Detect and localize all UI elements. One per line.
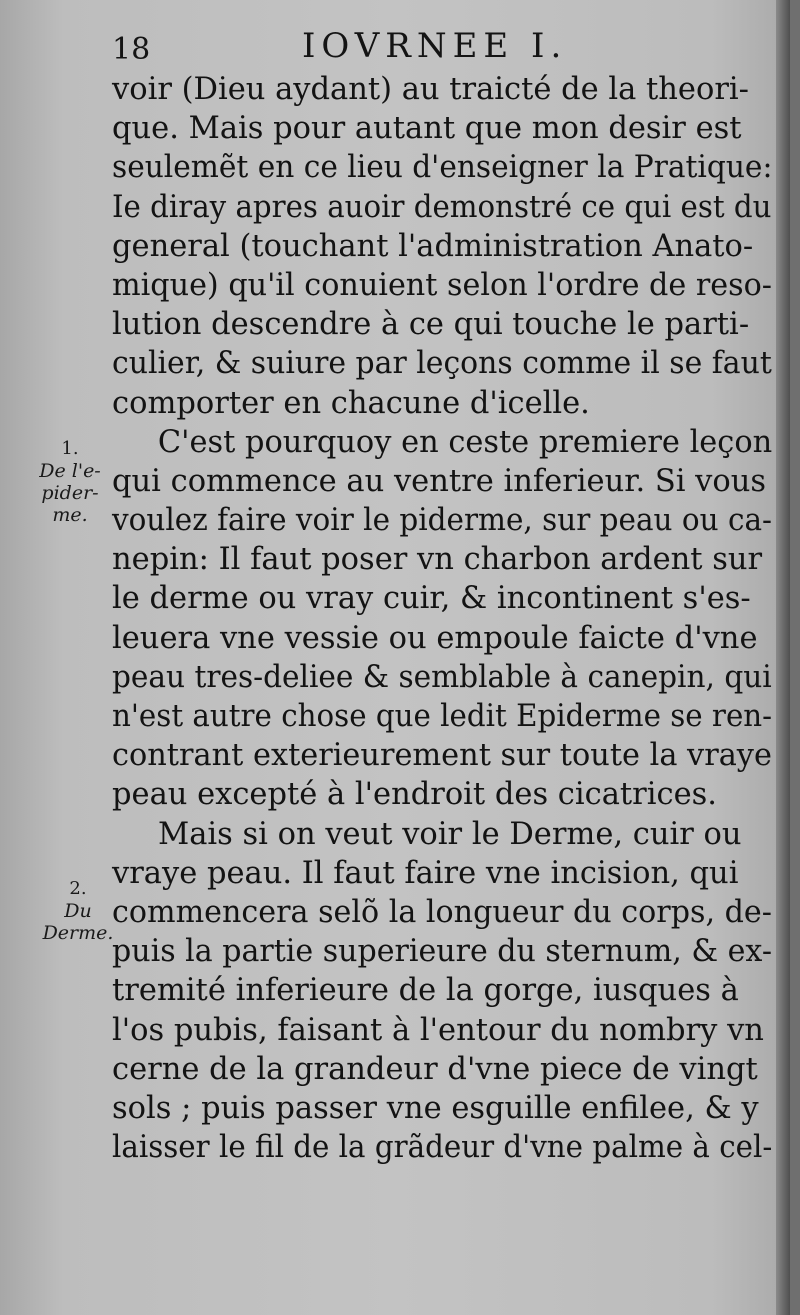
- text-line: C'est pourquoy en ceste premiere leçon: [157, 424, 773, 460]
- text-line: lution descendre à ce qui touche le parti-: [112, 307, 750, 343]
- margin-note-line: De l'e-: [39, 460, 101, 482]
- text-line: comporter en chacune d'icelle.: [112, 385, 590, 421]
- page-header: [112, 22, 752, 70]
- margin-note-line: pider-: [41, 482, 99, 504]
- text-line: seulemẽt en ce lieu d'enseigner la Pratique:: [112, 150, 773, 186]
- text-line: puis la partie superieure du sternum, & ex-: [112, 934, 772, 970]
- text-line: vraye peau. Il faut faire vne incision, qui: [112, 855, 739, 891]
- text-line: n'est autre chose que ledit Epiderme se ren-: [112, 699, 773, 734]
- text-line: que. Mais pour autant que mon desir est: [112, 111, 742, 147]
- text-line: nepin: Il faut poser vn charbon ardent sur: [112, 542, 763, 578]
- text-line: Mais si on veut voir le Derme, cuir ou: [158, 816, 742, 852]
- body-text: [112, 70, 772, 1167]
- text-line: mique) qu'il conuient selon l'ordre de reso-: [112, 267, 773, 303]
- margin-note-number: 1.: [61, 438, 79, 459]
- text-line: sols ; puis passer vne esguille enfilee, & y: [112, 1090, 759, 1126]
- text-line: general (touchant l'administration Anato-: [112, 228, 754, 264]
- text-line: cerne de la grandeur d'vne piece de vingt: [112, 1051, 758, 1087]
- text-line: peau excepté à l'endroit des cicatrices.: [112, 777, 717, 813]
- text-line: leuera vne vessie ou empoule faicte d'vne: [112, 620, 758, 656]
- margin-note-line: me.: [52, 504, 88, 526]
- margin-note-line: Du: [64, 900, 92, 922]
- text-line: culier, & suiure par leçons comme il se faut: [112, 346, 772, 382]
- text-line: voulez faire voir le piderme, sur peau ou ca-: [112, 503, 772, 539]
- text-line: tremité inferieure de la gorge, iusques à: [112, 973, 739, 1009]
- margin-note-number: 2.: [69, 878, 87, 899]
- page-edge-shadow: [776, 0, 790, 1315]
- margin-note-derme: [38, 878, 118, 944]
- text-line: commencera selõ la longueur du corps, de-: [112, 894, 772, 930]
- text-line: voir (Dieu aydant) au traicté de la theori-: [112, 72, 749, 107]
- running-title: IOVRNEE I.: [302, 26, 568, 66]
- margin-note-line: Derme.: [42, 922, 114, 944]
- text-line: le derme ou vray cuir, & incontinent s'es-: [112, 581, 751, 617]
- page-number: 18: [112, 32, 151, 67]
- text-line: Ie diray apres auoir demonstré ce qui est du: [112, 189, 772, 225]
- text-line: peau tres-deliee & semblable à canepin, qui: [112, 659, 772, 695]
- text-line: contrant exterieurement sur toute la vraye: [112, 738, 772, 774]
- text-line: l'os pubis, faisant à l'entour du nombry vn: [112, 1012, 764, 1048]
- text-line: qui commence au ventre inferieur. Si vous: [112, 463, 767, 499]
- text-line: laisser le fil de la grãdeur d'vne palme à cel-: [112, 1130, 773, 1166]
- margin-note-epiderme: [30, 438, 110, 526]
